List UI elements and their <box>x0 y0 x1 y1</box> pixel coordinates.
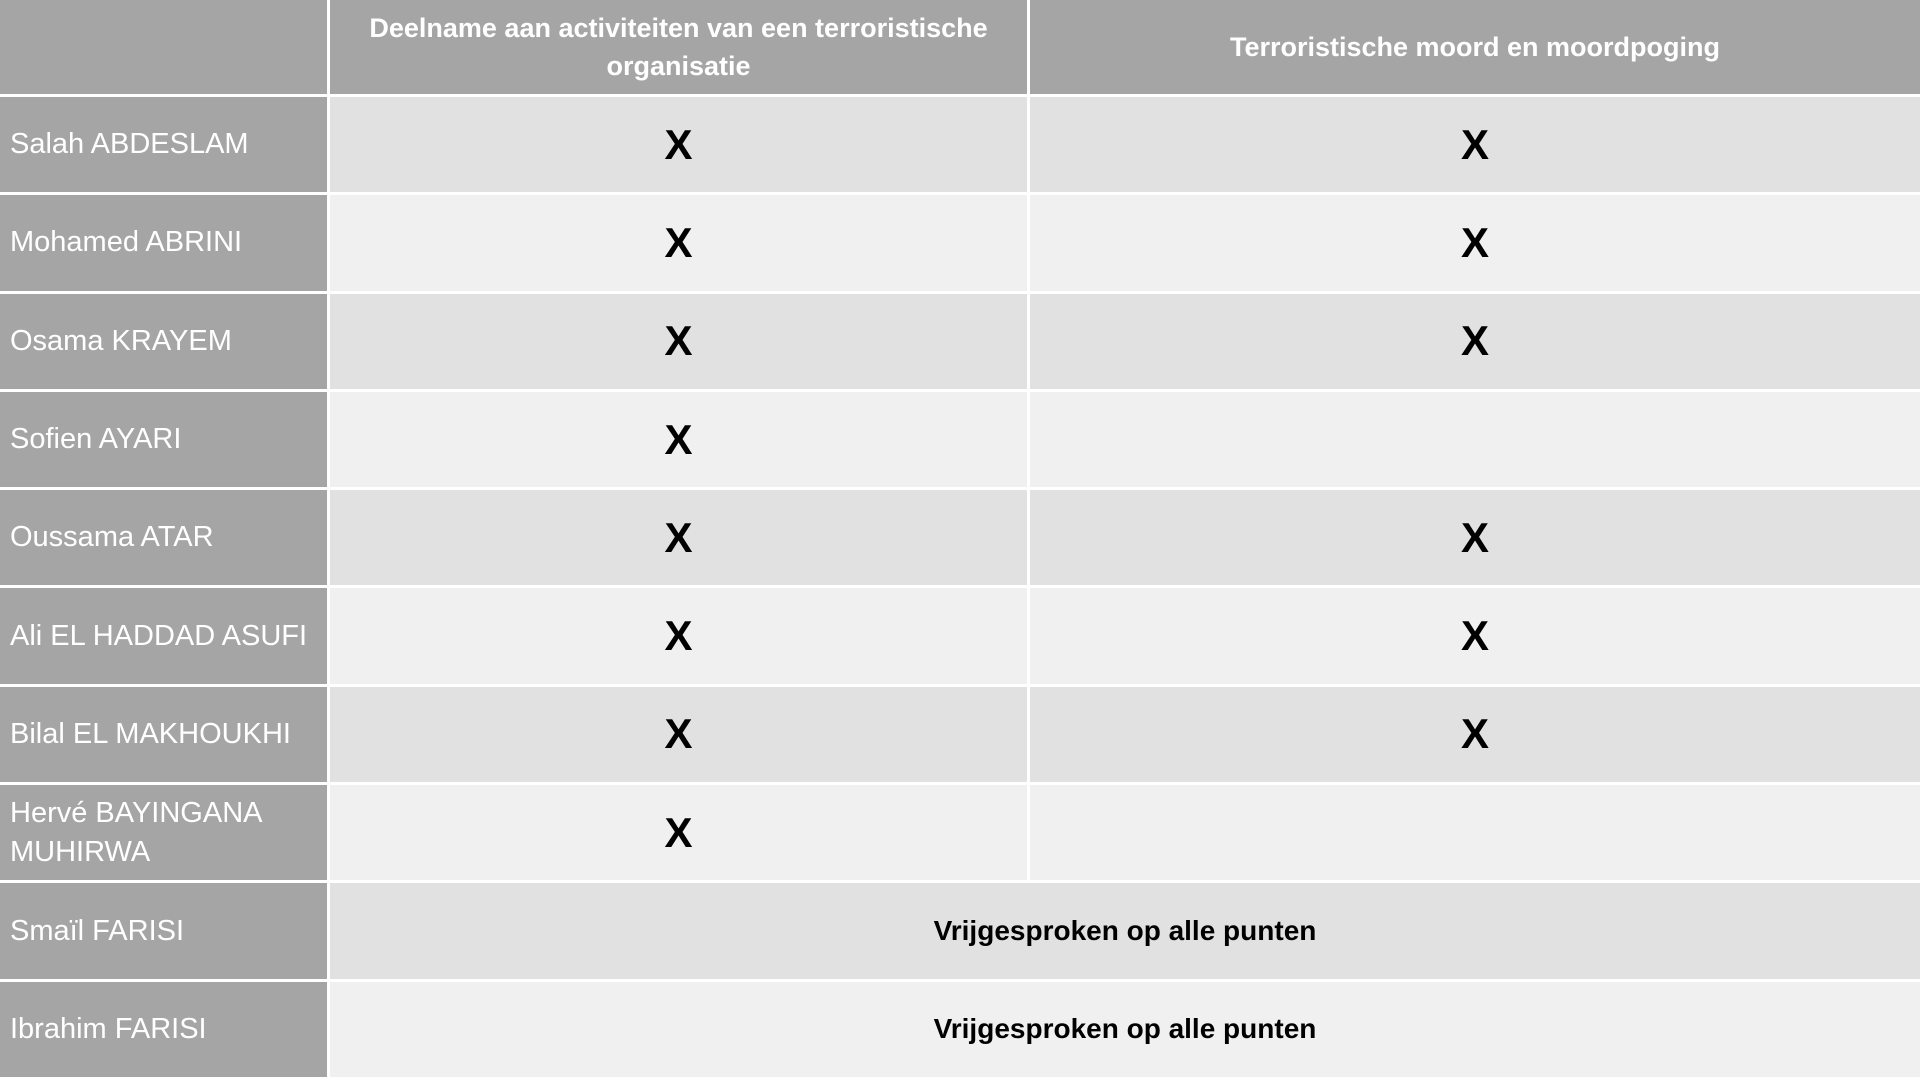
murder-mark <box>1030 392 1920 487</box>
table-row <box>0 687 1920 782</box>
acquittal-verdict: Vrijgesproken op alle punten <box>330 883 1920 978</box>
murder-mark: X <box>1030 97 1920 192</box>
participation-mark: X <box>330 294 1027 389</box>
header-participation-terrorist-organisation: Deelname aan activiteiten van een terroristische organisatie <box>330 0 1027 94</box>
participation-mark: X <box>330 97 1027 192</box>
participation-mark: X <box>330 392 1027 487</box>
defendant-name: Ali EL HADDAD ASUFI <box>0 588 327 683</box>
murder-mark: X <box>1030 687 1920 782</box>
table-row <box>0 490 1920 585</box>
murder-mark: X <box>1030 588 1920 683</box>
table-row <box>0 588 1920 683</box>
defendant-name: Ibrahim FARISI <box>0 982 327 1077</box>
table-row <box>0 195 1920 290</box>
participation-mark: X <box>330 588 1027 683</box>
table-row <box>0 392 1920 487</box>
defendant-name: Osama KRAYEM <box>0 294 327 389</box>
murder-mark: X <box>1030 294 1920 389</box>
participation-mark: X <box>330 687 1027 782</box>
header-terrorist-murder-attempt: Terroristische moord en moordpoging <box>1030 0 1920 94</box>
table-row <box>0 97 1920 192</box>
table-row <box>0 883 1920 978</box>
defendant-name: Sofien AYARI <box>0 392 327 487</box>
defendant-name: Oussama ATAR <box>0 490 327 585</box>
table-row <box>0 294 1920 389</box>
murder-mark <box>1030 785 1920 880</box>
murder-mark: X <box>1030 195 1920 290</box>
participation-mark: X <box>330 490 1027 585</box>
murder-mark: X <box>1030 490 1920 585</box>
defendant-name: Hervé BAYINGANA MUHIRWA <box>0 785 327 880</box>
header-corner-cell <box>0 0 327 94</box>
defendant-name: Salah ABDESLAM <box>0 97 327 192</box>
table-row <box>0 785 1920 880</box>
defendant-name: Bilal EL MAKHOUKHI <box>0 687 327 782</box>
table-header-row <box>0 0 1920 94</box>
acquittal-verdict: Vrijgesproken op alle punten <box>330 982 1920 1077</box>
table-row <box>0 982 1920 1077</box>
defendant-name: Smaïl FARISI <box>0 883 327 978</box>
participation-mark: X <box>330 785 1027 880</box>
defendant-name: Mohamed ABRINI <box>0 195 327 290</box>
participation-mark: X <box>330 195 1027 290</box>
